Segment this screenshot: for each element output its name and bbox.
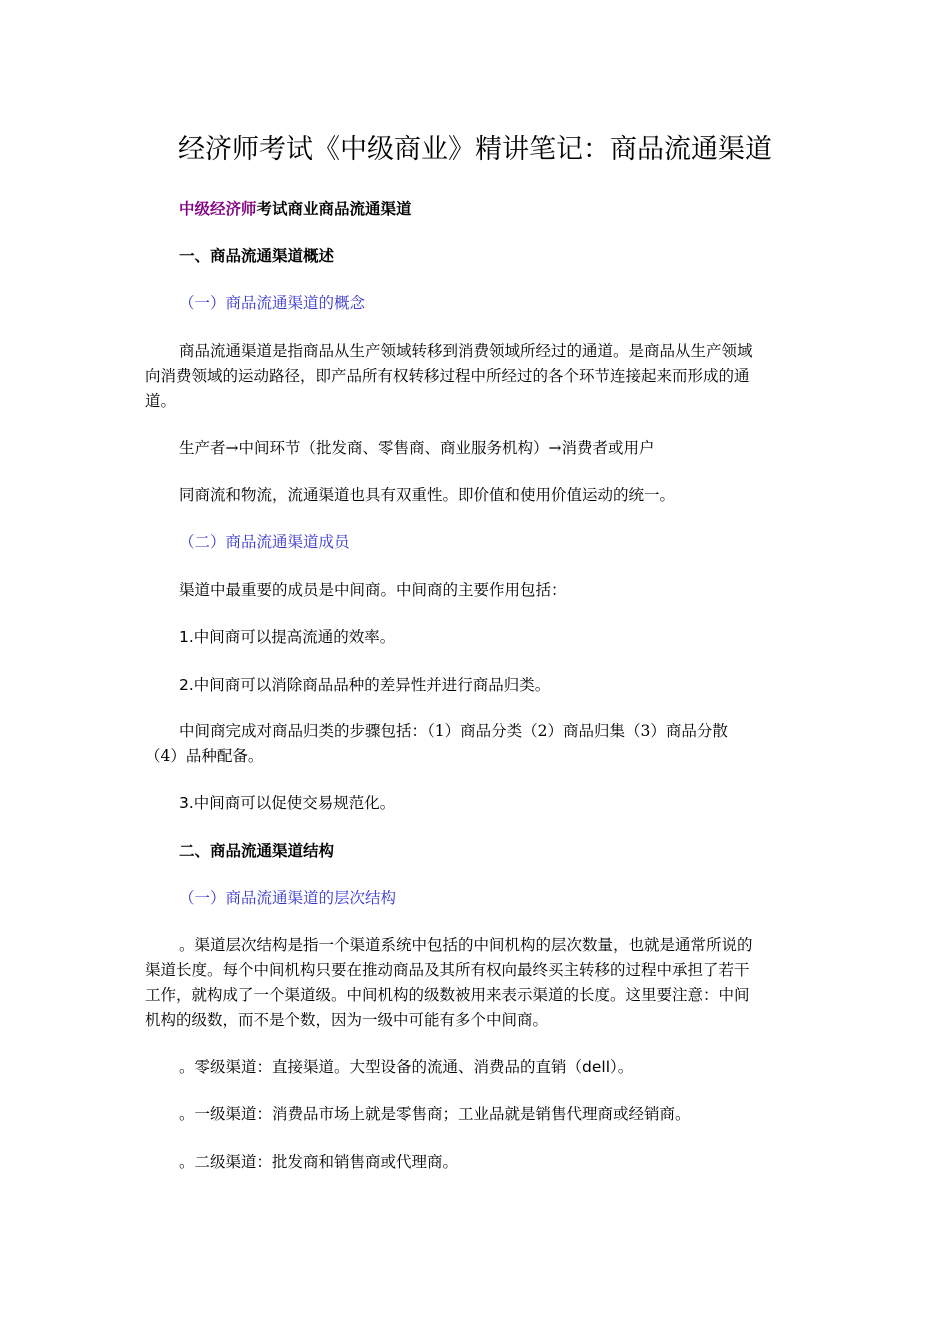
section1-para1 bbox=[145, 339, 803, 414]
list-item-2 bbox=[145, 673, 803, 698]
section2-para1-line4: 机构的级数，而不是个数，因为一级中可能有多个中间商。 bbox=[145, 1011, 549, 1029]
section1-para5-line1: 中间商完成对商品归类的步骤包括：（1）商品分类（2）商品归集（3）商品分散 bbox=[179, 722, 728, 740]
section1-para1-line2: 向消费领域的运动路径，即产品所有权转移过程中所经过的各个环节连接起来而形成的通 bbox=[145, 367, 750, 385]
section1-para4: 渠道中最重要的成员是中间商。中间商的主要作用包括： bbox=[179, 581, 567, 599]
section1-para5 bbox=[145, 719, 803, 769]
section1-para1-line1: 商品流通渠道是指商品从生产领域转移到消费领域所经过的通道。是商品从生产领域 bbox=[179, 342, 753, 360]
section1-para3: 同商流和物流，流通渠道也具有双重性。即价值和使用价值运动的统一。 bbox=[179, 486, 676, 504]
list-item-3 bbox=[145, 791, 803, 816]
section1-sub1-heading: （一）商品流通渠道的概念 bbox=[179, 294, 366, 312]
subtitle-link[interactable]: 中级经济师 bbox=[179, 200, 257, 218]
section2-para4: 。二级渠道：批发商和销售商或代理商。 bbox=[179, 1153, 459, 1171]
list-item-2-number: 2. bbox=[179, 676, 194, 694]
section2-para3: 。一级渠道：消费品市场上就是零售商；工业品就是销售代理商或经销商。 bbox=[179, 1105, 691, 1123]
list-item-2-text: 中间商可以消除商品品种的差异性并进行商品归类。 bbox=[193, 676, 551, 694]
section2-para2-text-c: ）。 bbox=[610, 1058, 634, 1076]
list-item-1-number: 1. bbox=[179, 628, 194, 646]
section2-para1-line2: 渠道长度。每个中间机构只要在推动商品及其所有权向最终买主转移的过程中承担了若干 bbox=[145, 961, 750, 979]
section1-sub2-heading: （二）商品流通渠道成员 bbox=[179, 533, 350, 551]
section2-para1-line1: 。渠道层次结构是指一个渠道系统中包括的中间机构的层次数量，也就是通常所说的 bbox=[179, 936, 753, 954]
section2-para2 bbox=[145, 1055, 803, 1080]
section2-para2-text-a: 。零级渠道：直接渠道。大型设备的流通、消费品的直销（ bbox=[179, 1058, 583, 1076]
section1-para2: 生产者→中间环节（批发商、零售商、商业服务机构）→消费者或用户 bbox=[179, 439, 655, 457]
list-item-1 bbox=[145, 625, 803, 650]
section2-para1-line3: 工作，就构成了一个渠道级。中间机构的级数被用来表示渠道的长度。这里要注意：中间 bbox=[145, 986, 750, 1004]
list-item-3-text: 中间商可以促使交易规范化。 bbox=[193, 794, 396, 812]
section2-para2-brand: dell bbox=[582, 1058, 611, 1076]
list-item-1-text: 中间商可以提高流通的效率。 bbox=[193, 628, 396, 646]
section1-heading: 一、商品流通渠道概述 bbox=[179, 247, 335, 265]
page-title: 经济师考试《中级商业》精讲笔记：商品流通渠道 bbox=[178, 134, 772, 165]
section2-para1 bbox=[145, 933, 803, 1033]
section2-heading: 二、商品流通渠道结构 bbox=[179, 842, 335, 860]
section2-sub1-heading: （一）商品流通渠道的层次结构 bbox=[179, 889, 397, 907]
section1-para5-line2: （4）品种配备。 bbox=[145, 747, 264, 765]
list-item-3-number: 3. bbox=[179, 794, 194, 812]
subtitle-text: 考试商业商品流通渠道 bbox=[256, 200, 412, 218]
subtitle bbox=[145, 197, 803, 222]
section1-para1-line3: 道。 bbox=[145, 392, 177, 410]
